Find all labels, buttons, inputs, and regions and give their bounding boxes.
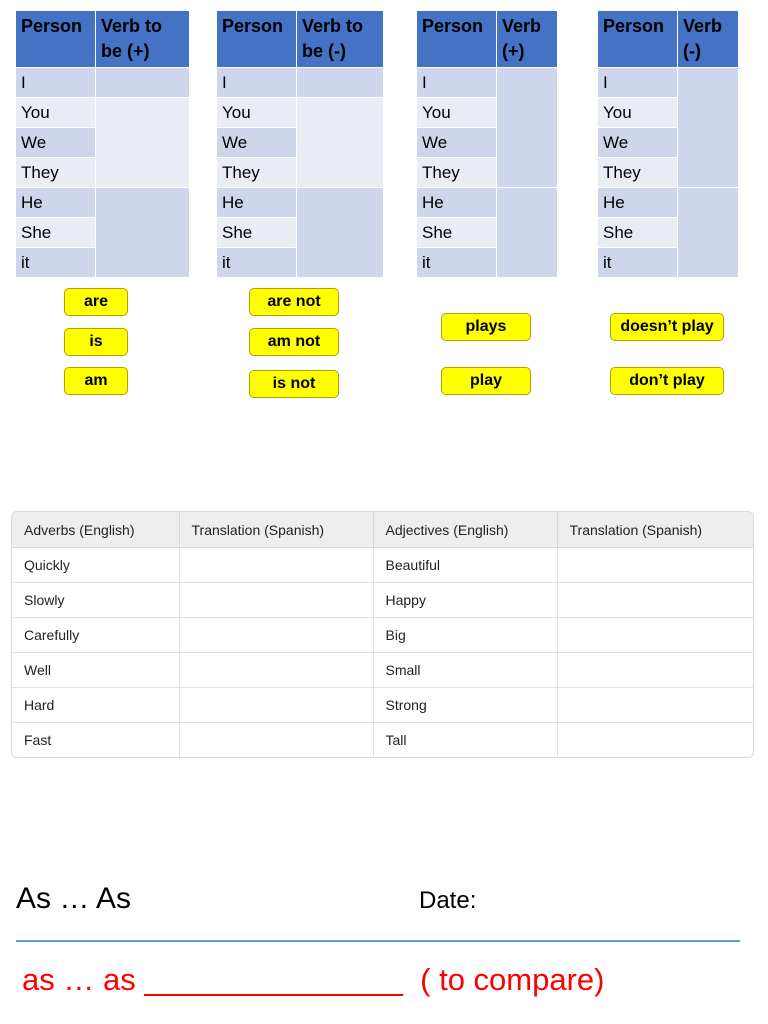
table-row: [12, 618, 753, 653]
verb-table-verb-positive: [416, 10, 558, 278]
answer-cell: [297, 98, 384, 188]
person-cell: She: [598, 218, 678, 248]
header-person: Person: [417, 11, 497, 68]
person-cell: They: [16, 158, 96, 188]
table-row: [12, 723, 753, 758]
adverb-cell: Fast: [12, 723, 179, 758]
word-chip-play[interactable]: play: [441, 367, 531, 395]
person-cell: They: [598, 158, 678, 188]
table-row: [12, 583, 753, 618]
answer-cell: [96, 98, 190, 188]
person-cell: They: [417, 158, 497, 188]
translation-input-cell[interactable]: [179, 618, 373, 653]
translation-input-cell[interactable]: [179, 548, 373, 583]
answer-cell: [96, 188, 190, 278]
person-cell: it: [417, 248, 497, 278]
table-row: [12, 548, 753, 583]
adjective-cell: Strong: [373, 688, 557, 723]
word-chip-is-not[interactable]: is not: [249, 370, 339, 398]
person-cell: We: [217, 128, 297, 158]
adverb-cell: Carefully: [12, 618, 179, 653]
translation-input-cell[interactable]: [557, 583, 753, 618]
person-cell: it: [217, 248, 297, 278]
translation-input-cell[interactable]: [557, 723, 753, 758]
adverb-cell: Well: [12, 653, 179, 688]
translation-input-cell[interactable]: [557, 653, 753, 688]
person-cell: You: [217, 98, 297, 128]
answer-cell: [297, 68, 384, 98]
person-cell: I: [598, 68, 678, 98]
person-cell: We: [16, 128, 96, 158]
translation-input-cell[interactable]: [557, 548, 753, 583]
person-cell: She: [16, 218, 96, 248]
column-header: Translation (Spanish): [557, 512, 753, 548]
person-cell: You: [417, 98, 497, 128]
header-verb: Verb (+): [497, 11, 558, 68]
verb-table-to-be-negative: [216, 10, 384, 278]
date-label: Date:: [419, 887, 477, 914]
table-row: [12, 688, 753, 723]
person-cell: You: [598, 98, 678, 128]
translation-input-cell[interactable]: [179, 723, 373, 758]
header-person: Person: [217, 11, 297, 68]
word-chip-am[interactable]: am: [64, 367, 128, 395]
answer-cell: [497, 68, 558, 188]
person-cell: I: [417, 68, 497, 98]
translation-input-cell[interactable]: [179, 688, 373, 723]
translation-input-cell[interactable]: [557, 618, 753, 653]
person-cell: it: [598, 248, 678, 278]
person-cell: He: [417, 188, 497, 218]
person-cell: He: [16, 188, 96, 218]
person-cell: I: [217, 68, 297, 98]
word-chip-are[interactable]: are: [64, 288, 128, 316]
word-chip-dont-play[interactable]: don’t play: [610, 367, 724, 395]
header-verb: Verb to be (-): [297, 11, 384, 68]
header-verb: Verb (-): [678, 11, 739, 68]
word-chip-is[interactable]: is: [64, 328, 128, 356]
person-cell: She: [417, 218, 497, 248]
person-cell: We: [598, 128, 678, 158]
divider: [16, 940, 740, 942]
person-cell: it: [16, 248, 96, 278]
adverb-cell: Slowly: [12, 583, 179, 618]
column-header: Adverbs (English): [12, 512, 179, 548]
person-cell: He: [217, 188, 297, 218]
answer-cell: [678, 188, 739, 278]
column-header: Adjectives (English): [373, 512, 557, 548]
word-chip-are-not[interactable]: are not: [249, 288, 339, 316]
adverb-cell: Hard: [12, 688, 179, 723]
answer-cell: [678, 68, 739, 188]
header-verb: Verb to be (+): [96, 11, 190, 68]
person-cell: She: [217, 218, 297, 248]
column-header: Translation (Spanish): [179, 512, 373, 548]
translation-input-cell[interactable]: [179, 583, 373, 618]
header-person: Person: [598, 11, 678, 68]
person-cell: He: [598, 188, 678, 218]
word-chip-doesnt-play[interactable]: doesn’t play: [610, 313, 724, 341]
verb-table-to-be-positive: [15, 10, 190, 278]
word-chip-plays[interactable]: plays: [441, 313, 531, 341]
adjective-cell: Tall: [373, 723, 557, 758]
adjective-cell: Small: [373, 653, 557, 688]
header-person: Person: [16, 11, 96, 68]
adjective-cell: Beautiful: [373, 548, 557, 583]
translation-input-cell[interactable]: [557, 688, 753, 723]
table-row: [12, 653, 753, 688]
person-cell: They: [217, 158, 297, 188]
translation-input-cell[interactable]: [179, 653, 373, 688]
adjective-cell: Happy: [373, 583, 557, 618]
adjective-cell: Big: [373, 618, 557, 653]
page-title: As … As: [16, 882, 132, 915]
person-cell: I: [16, 68, 96, 98]
comparison-pattern: as … as _______________ ( to compare): [22, 962, 605, 997]
answer-cell: [297, 188, 384, 278]
vocabulary-table: [11, 511, 754, 758]
person-cell: We: [417, 128, 497, 158]
answer-cell: [497, 188, 558, 278]
person-cell: You: [16, 98, 96, 128]
answer-cell: [96, 68, 190, 98]
verb-table-verb-negative: [597, 10, 739, 278]
word-chip-am-not[interactable]: am not: [249, 328, 339, 356]
adverb-cell: Quickly: [12, 548, 179, 583]
